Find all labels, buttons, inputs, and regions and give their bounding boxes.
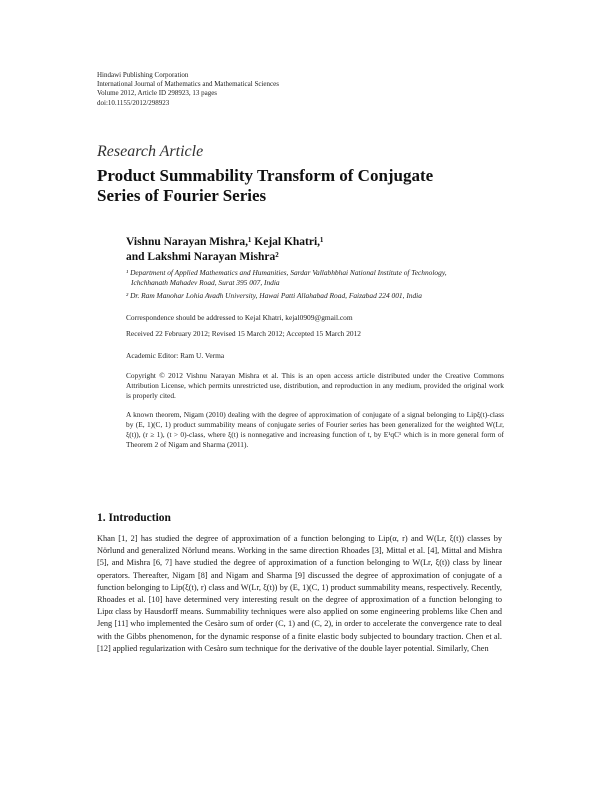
authors-line-2: and Lakshmi Narayan Mishra² bbox=[126, 251, 279, 263]
abstract: A known theorem, Nigam (2010) dealing with the degree of approximation of conjugate of a signal belonging to Lipξ(t)-class by (E, 1)(C, 1) product summability means of conjugate series of Fourier series has been generalized for the weighted W(Lr, ξ(t)), (r ≥ 1), (t > 0)-class, where ξ(t) is nonnegative and increasing function of t, by E¹qC¹ which is in more general form of Theorem 2 of Nigam and Sharma (2011). bbox=[126, 410, 504, 450]
affiliation-1-line-1: ¹ Department of Applied Mathematics and Humanities, Sardar Vallabhbhai National Institute of Technology, bbox=[126, 268, 447, 277]
affiliation-1-line-2: Ichchhanath Mahadev Road, Surat 395 007, India bbox=[131, 278, 280, 287]
correspondence: Correspondence should be addressed to Kejal Khatri, kejal0909@gmail.com bbox=[126, 313, 353, 322]
publisher-name: Hindawi Publishing Corporation bbox=[97, 71, 189, 79]
article-title bbox=[97, 166, 517, 206]
title-line-1: Product Summability Transform of Conjugate bbox=[97, 166, 434, 185]
received-dates: Received 22 February 2012; Revised 15 March 2012; Accepted 15 March 2012 bbox=[126, 329, 362, 338]
affiliation-2: ² Dr. Ram Manohar Lohia Avadh University, Hawai Patti Allahabad Road, Faizabad 224 001, India bbox=[126, 291, 422, 300]
copyright-notice: Copyright © 2012 Vishnu Narayan Mishra et al. This is an open access article distributed under the Creative Commons Attribution License, which permits unrestricted use, distribution, and reproduction in any medium, provided the original work is properly cited. bbox=[126, 371, 504, 400]
affiliation-1 bbox=[126, 268, 506, 288]
title-line-2: Series of Fourier Series bbox=[97, 186, 267, 205]
academic-editor: Academic Editor: Ram U. Verma bbox=[126, 351, 225, 360]
doi-link[interactable]: doi:10.1155/2012/298923 bbox=[97, 98, 170, 107]
volume-info: Volume 2012, Article ID 298923, 13 pages bbox=[97, 89, 218, 98]
journal-name: International Journal of Mathematics and Mathematical Sciences bbox=[97, 80, 279, 89]
journal-header bbox=[97, 71, 279, 108]
section-title: 1. Introduction bbox=[97, 512, 171, 524]
authors-line-1: Vishnu Narayan Mishra,¹ Kejal Khatri,¹ bbox=[126, 236, 324, 248]
introduction-text: Khan [1, 2] has studied the degree of approximation of a function belonging to Lip(α, r) and W(Lr, ξ(t)) classes by Nörlund and generalized Nörlund means. Working in the same direction Rhoades [3], Mittal et al. [4], Mittal and Mishra [5], and Mishra [6, 7] have studied the degree of approximation of a function belonging to W(Lr, ξ(t)) class by linear operators. Thereafter, Nigam [8] and Nigam and Sharma [9] discussed the degree of approximation of conjugate of a function belonging to Lip(ξ(t), r) class and W(Lr, ξ(t)) by (E, 1)(C, 1) product summability means, respectively. Recently, Rhoades et al. [10] have determined very interesting result on the degree of approximation of a function belonging to Lipα class by Hausdorff means. Summability techniques were also applied on some engineering problems like Chen and Jeng [11] who implemented the Cesàro sum of order (C, 1) and (C, 2), in order to accelerate the convergence rate to deal with the Gibbs phenomenon, for the dynamic response of a finite elastic body subjected to boundary traction. Chen et al. [12] applied regularization with Cesàro sum technique for the derivative of the double layer potential. Similarly, Chen bbox=[97, 534, 502, 653]
article-type: Research Article bbox=[97, 143, 204, 160]
author-list bbox=[126, 235, 324, 265]
